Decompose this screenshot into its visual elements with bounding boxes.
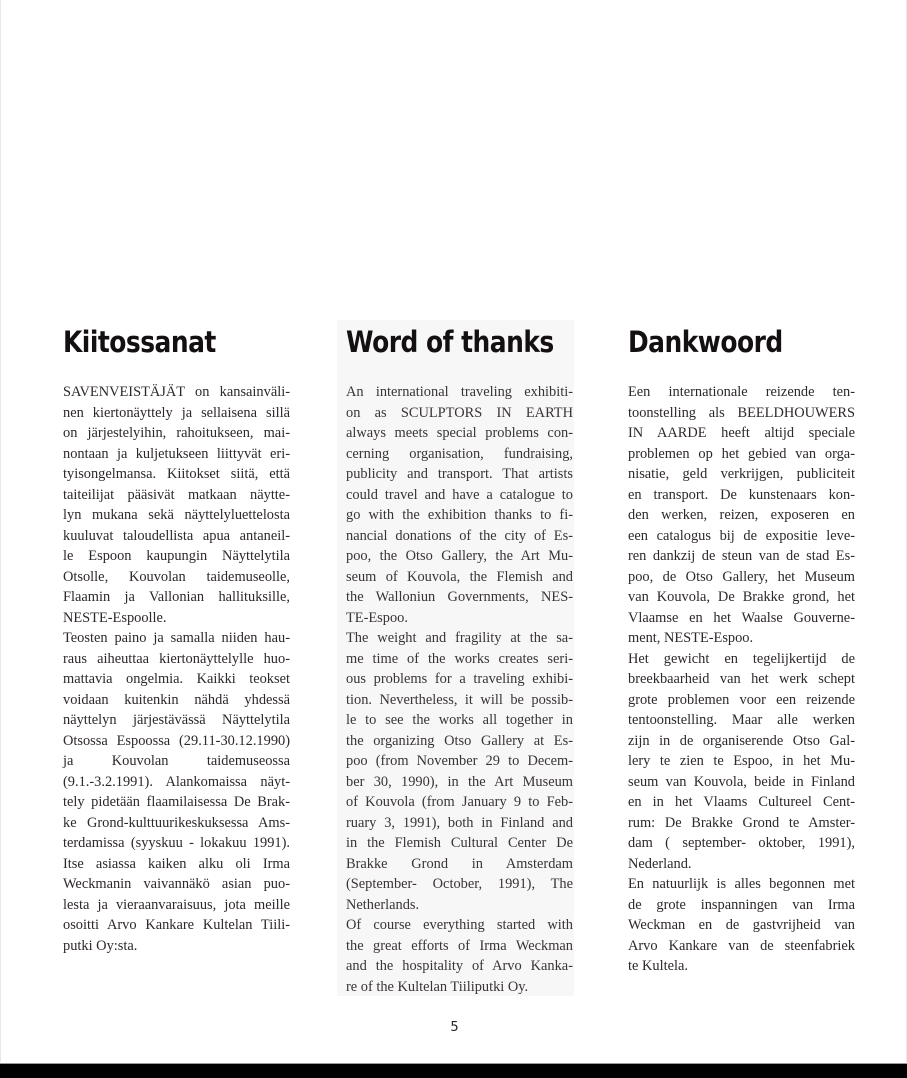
text-line: le Espoon kaupungin Näyttelytila <box>63 548 290 564</box>
text-line: could travel and have a catalogue to <box>346 486 573 503</box>
text-line: TE-Espoo. <box>346 609 408 626</box>
text-line: grote problemen voor een reizende <box>628 691 855 708</box>
text-line: nancial donations of the city of Es- <box>346 527 573 544</box>
text-line: ment, NESTE-Espoo. <box>628 630 754 646</box>
text-line: the Walloniun Governments, NES- <box>346 589 573 605</box>
text-line: den werken, reizen, exposeren en <box>628 507 855 523</box>
text-line: ruary 3, 1991), both in Finland and <box>346 814 573 831</box>
text-line: Arvo Kankare van de steenfabriek <box>628 937 855 954</box>
text-line: putki Oy:sta. <box>63 937 138 954</box>
english-paragraph-1 <box>346 382 573 628</box>
dutch-column <box>628 322 855 977</box>
text-line: ber 30, 1990), in the Art Museum <box>346 773 573 790</box>
text-line: the organizing Otso Gallery at Es- <box>346 732 573 749</box>
text-line: Itse asiassa kaiken alku oli Irma <box>63 855 290 872</box>
text-line: le to see the works all together in <box>346 712 573 728</box>
text-line: tyisongelmansa. Kiitokset siitä, että <box>63 466 290 482</box>
text-line: An international traveling exhibiti- <box>346 384 573 400</box>
text-line: Otsossa Espoossa (29.11-30.12.1990) <box>63 732 290 749</box>
text-line: En natuurlijk is alles begonnen met <box>628 876 855 892</box>
text-line: kuuluvat taloudellista apua antaneil- <box>63 527 290 544</box>
text-line: Weckmanin vaivannäkö asian puo- <box>63 876 290 892</box>
text-line: of Kouvola (from January 9 to Feb- <box>346 794 573 810</box>
english-paragraph-2 <box>346 628 573 915</box>
text-line: Flaamin ja Vallonian hallituksille, <box>63 589 290 605</box>
dutch-paragraph-2 <box>628 649 855 875</box>
text-line: raus aiheuttaa kiertonäyttelylle huo- <box>63 650 290 667</box>
text-line: seum van Kouvola, beide in Finland <box>628 773 855 790</box>
text-line: Of course everything started with <box>346 917 573 933</box>
text-line: rum: De Brakke Grond te Amster- <box>628 814 855 831</box>
text-line: Nederland. <box>628 855 692 872</box>
text-line: zijn in de organiserende Otso Gal- <box>628 732 855 749</box>
text-line: Vlaamse en het Waalse Gouverne- <box>628 609 855 626</box>
text-line: publicity and transport. That artists <box>346 466 573 482</box>
text-line: in the Flemish Cultural Center De <box>346 835 573 851</box>
text-line: The weight and fragility at the sa- <box>346 630 573 646</box>
text-line: SAVENVEISTÄJÄT on kansainväli- <box>63 384 290 400</box>
text-line: re of the Kultelan Tiiliputki Oy. <box>346 978 529 995</box>
text-line: seum of Kouvola, the Flemish and <box>346 568 573 585</box>
text-line: ke Grond-kulttuurikeskuksessa Ams- <box>63 814 290 831</box>
text-line: toonstelling als BEELDHOUWERS <box>628 404 855 421</box>
text-line: and the hospitality of Arvo Kanka- <box>346 958 573 974</box>
text-line: nontaan ja kuljetukseen liittyvät eri- <box>63 445 290 462</box>
text-line: van Kouvola, De Brakke grond, het <box>628 589 855 605</box>
text-line: ren dankzij de steun van de stad Es- <box>628 548 855 564</box>
text-line: lesta ja vieraanvaraisuus, jota meille <box>63 896 290 913</box>
text-line: (September- October, 1991), The <box>346 876 573 892</box>
text-line: Brakke Grond in Amsterdam <box>346 855 573 872</box>
text-line: ous problems for a traveling exhibi- <box>346 671 573 687</box>
text-line: Een internationale reizende ten- <box>628 384 855 400</box>
text-line: tentoonstelling. Maar alle werken <box>628 712 855 728</box>
text-line: Netherlands. <box>346 896 420 913</box>
text-line: terdamissa (syyskuu - lokakuu 1991). <box>63 835 290 851</box>
finnish-heading: Kiitossanat <box>63 325 216 359</box>
text-line: Het gewicht en tegelijkertijd de <box>628 650 855 667</box>
text-line: on as SCULPTORS IN EARTH <box>346 404 573 421</box>
text-line: lery te zien te Espoo, in het Mu- <box>628 753 855 769</box>
text-line: ja Kouvolan taidemuseossa <box>63 753 290 769</box>
text-line: voidaan kuitenkin nähdä yhdessä <box>63 691 290 708</box>
dutch-heading: Dankwoord <box>628 325 783 359</box>
dutch-paragraph-1 <box>628 382 855 649</box>
text-line: NESTE-Espoolle. <box>63 609 167 626</box>
finnish-column <box>63 322 290 956</box>
text-line: lyn mukana sekä näyttelyluettelosta <box>63 507 290 523</box>
text-line: näyttelyn järjestävässä Näyttelytila <box>63 712 290 728</box>
text-line: breekbaarheid van het werk schept <box>628 671 855 687</box>
text-line: en in het Vlaams Cultureel Cent- <box>628 794 855 810</box>
english-heading: Word of thanks <box>346 325 554 359</box>
text-line: een catalogus bij de expositie leve- <box>628 527 855 544</box>
text-line: poo, de Otso Gallery, het Museum <box>628 568 855 585</box>
text-line: tely pidetään flaamilaisessa De Brak- <box>63 794 290 810</box>
text-line: tion. Nevertheless, it will be possib- <box>346 691 573 708</box>
scan-bottom-edge <box>0 1063 907 1078</box>
text-line: cerning organisation, fundraising, <box>346 445 573 462</box>
text-line: Otsolle, Kouvolan taidemuseolle, <box>63 568 290 585</box>
text-line: always meets special problems con- <box>346 425 573 441</box>
finnish-paragraph-1 <box>63 382 290 628</box>
text-line: the great efforts of Irma Weckman <box>346 937 573 954</box>
text-line: taiteilijat pääsivät matkaan näytte- <box>63 486 290 503</box>
text-line: nisatie, geld verkrijgen, publiciteit <box>628 466 855 482</box>
text-line: poo, the Otso Gallery, the Art Mu- <box>346 548 573 564</box>
text-line: on järjestelyihin, rahoitukseen, mai- <box>63 425 290 441</box>
text-line: Weckman en de gastvrijheid van <box>628 917 855 933</box>
text-line: dam ( september- oktober, 1991), <box>628 835 855 851</box>
text-line: me time of the works creates seri- <box>346 650 573 667</box>
text-line: te Kultela. <box>628 958 688 974</box>
text-line: en transport. De kunstenaars kon- <box>628 486 855 503</box>
text-line: mattavia ongelmia. Kaikki teokset <box>63 671 290 687</box>
text-line: poo (from November 29 to Decem- <box>346 753 573 769</box>
text-line: go with the exhibition thanks to fi- <box>346 507 573 523</box>
text-line: (9.1.-3.2.1991). Alankomaissa näyt- <box>63 773 290 790</box>
text-line: osoitti Arvo Kankare Kultelan Tiili- <box>63 917 290 933</box>
text-line: nen kiertonäyttely ja sellaisena sillä <box>63 404 290 421</box>
text-line: IN AARDE heeft altijd speciale <box>628 425 855 441</box>
dutch-paragraph-3 <box>628 874 855 977</box>
text-line: Teosten paino ja samalla niiden hau- <box>63 630 290 646</box>
page-number: 5 <box>450 1020 459 1035</box>
text-line: de grote inspanningen van Irma <box>628 896 855 913</box>
english-paragraph-3 <box>346 915 573 997</box>
finnish-paragraph-2 <box>63 628 290 956</box>
text-line: problemen op het gebied van orga- <box>628 445 855 462</box>
english-column <box>346 322 573 997</box>
